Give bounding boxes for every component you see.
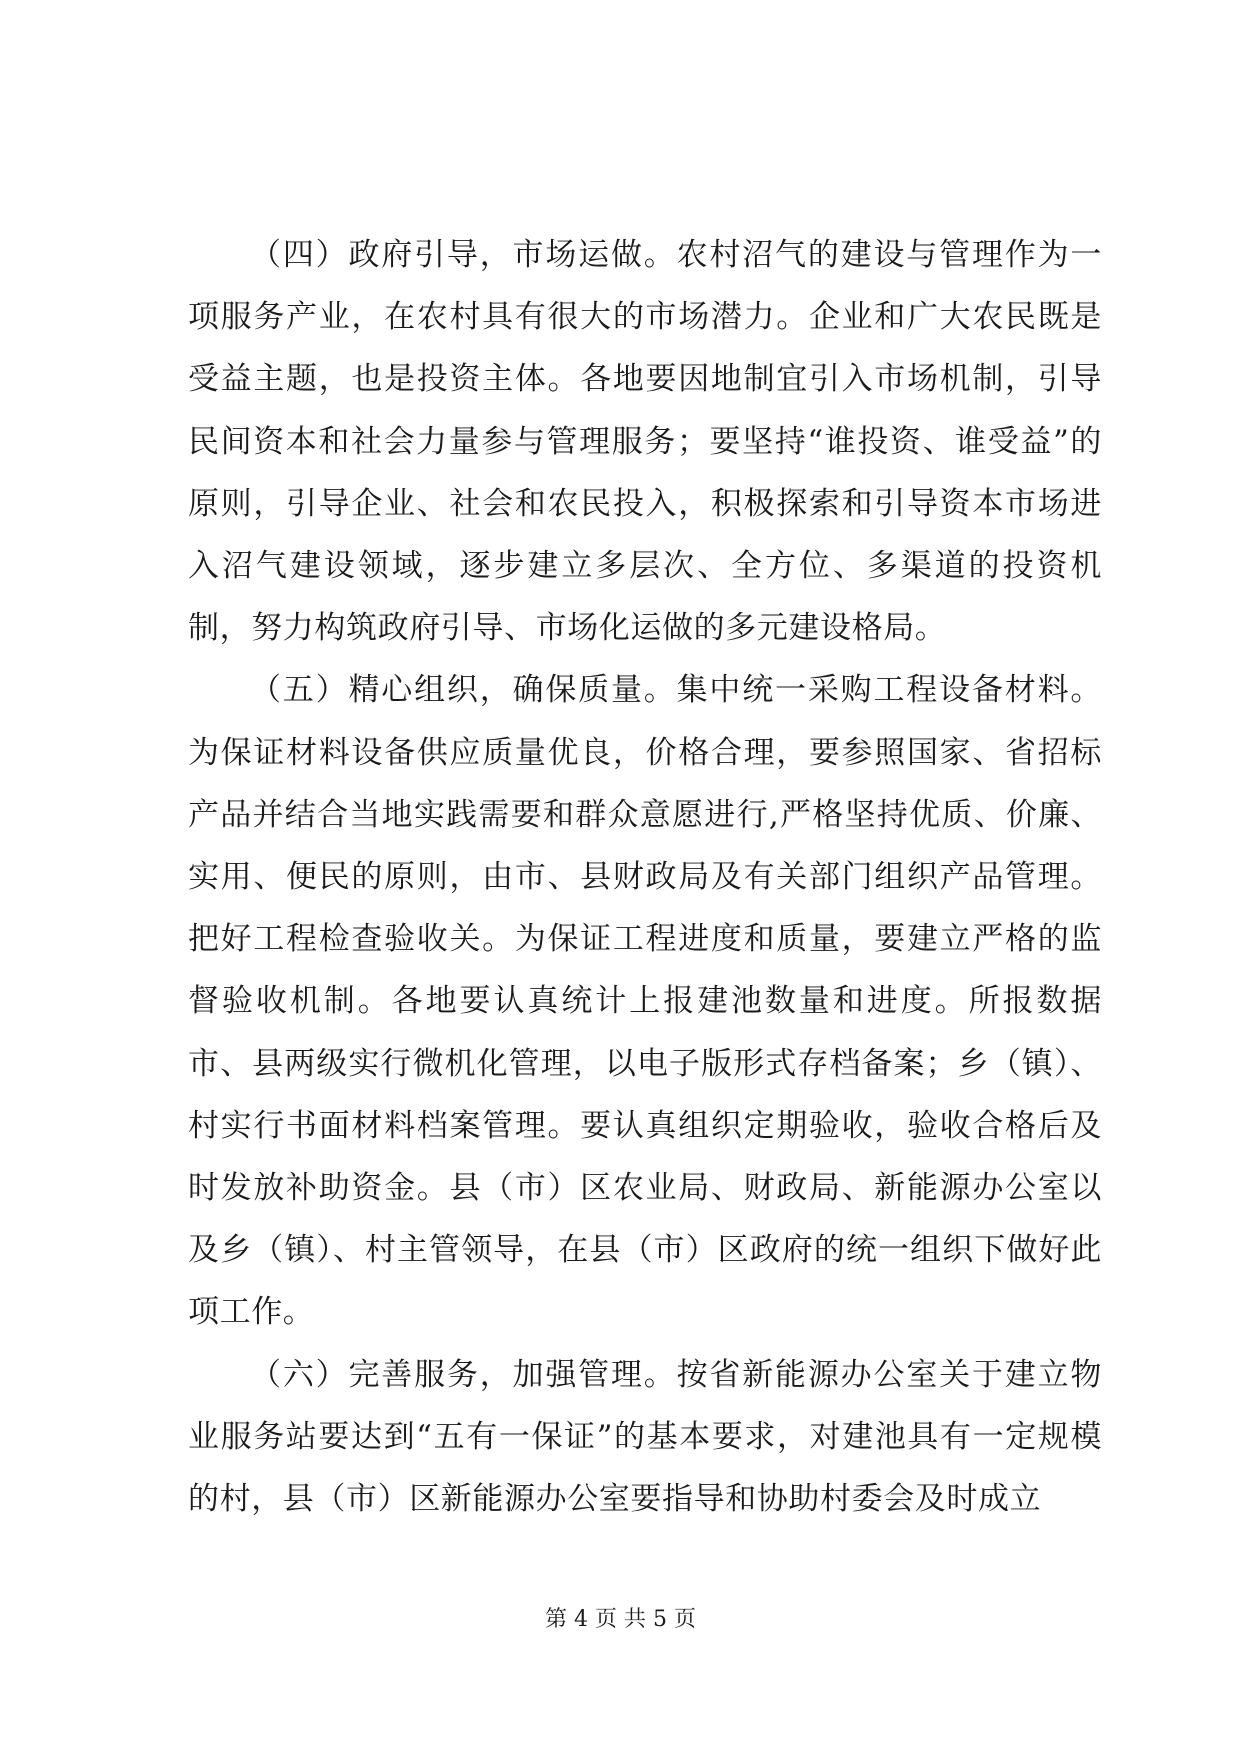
paragraph-6: （六）完善服务，加强管理。按省新能源办公室关于建立物业服务站要达到“五有一保证”的基本要求，对建池具有一定规模的村，县（市）区新能源办公室要指导和协助村委会及时成立: [188, 1356, 1102, 1518]
paragraph-4: （四）政府引导，市场运做。农村沼气的建设与管理作为一项服务产业，在农村具有很大的市场潜力。企业和广大农民既是受益主题，也是投资主体。各地要因地制宜引入市场机制，引导民间资本和社会力量参与管理服务；要坚持“谁投资、谁受益”的原则，引导企业、社会和农民投入，积极探索和引导资本市场进入沼气建设领域，逐步建立多层次、全方位、多渠道的投资机制，努力构筑政府引导、市场化运做的多元建设格局。: [188, 237, 1102, 647]
paragraph-5: （五）精心组织，确保质量。集中统一采购工程设备材料。为保证材料设备供应质量优良，价格合理，要参照国家、省招标产品并结合当地实践需要和群众意愿进行,严格坚持优质、价廉、实用、便民的原则，由市、县财政局及有关部门组织产品管理。把好工程检查验收关。为保证工程进度和质量，要建立严格的监督验收机制。各地要认真统计上报建池数量和进度。所报数据市、县两级实行微机化管理，以电子版形式存档备案；乡（镇）、村实行书面材料档案管理。要认真组织定期验收，验收合格后及时发放补助资金。县（市）区农业局、财政局、新能源办公室以及乡（镇）、村主管领导，在县（市）区政府的统一组织下做好此项工作。: [188, 672, 1102, 1331]
page-footer: 第 4 页 共 5 页: [545, 1607, 696, 1632]
document-body: [188, 224, 1102, 1530]
